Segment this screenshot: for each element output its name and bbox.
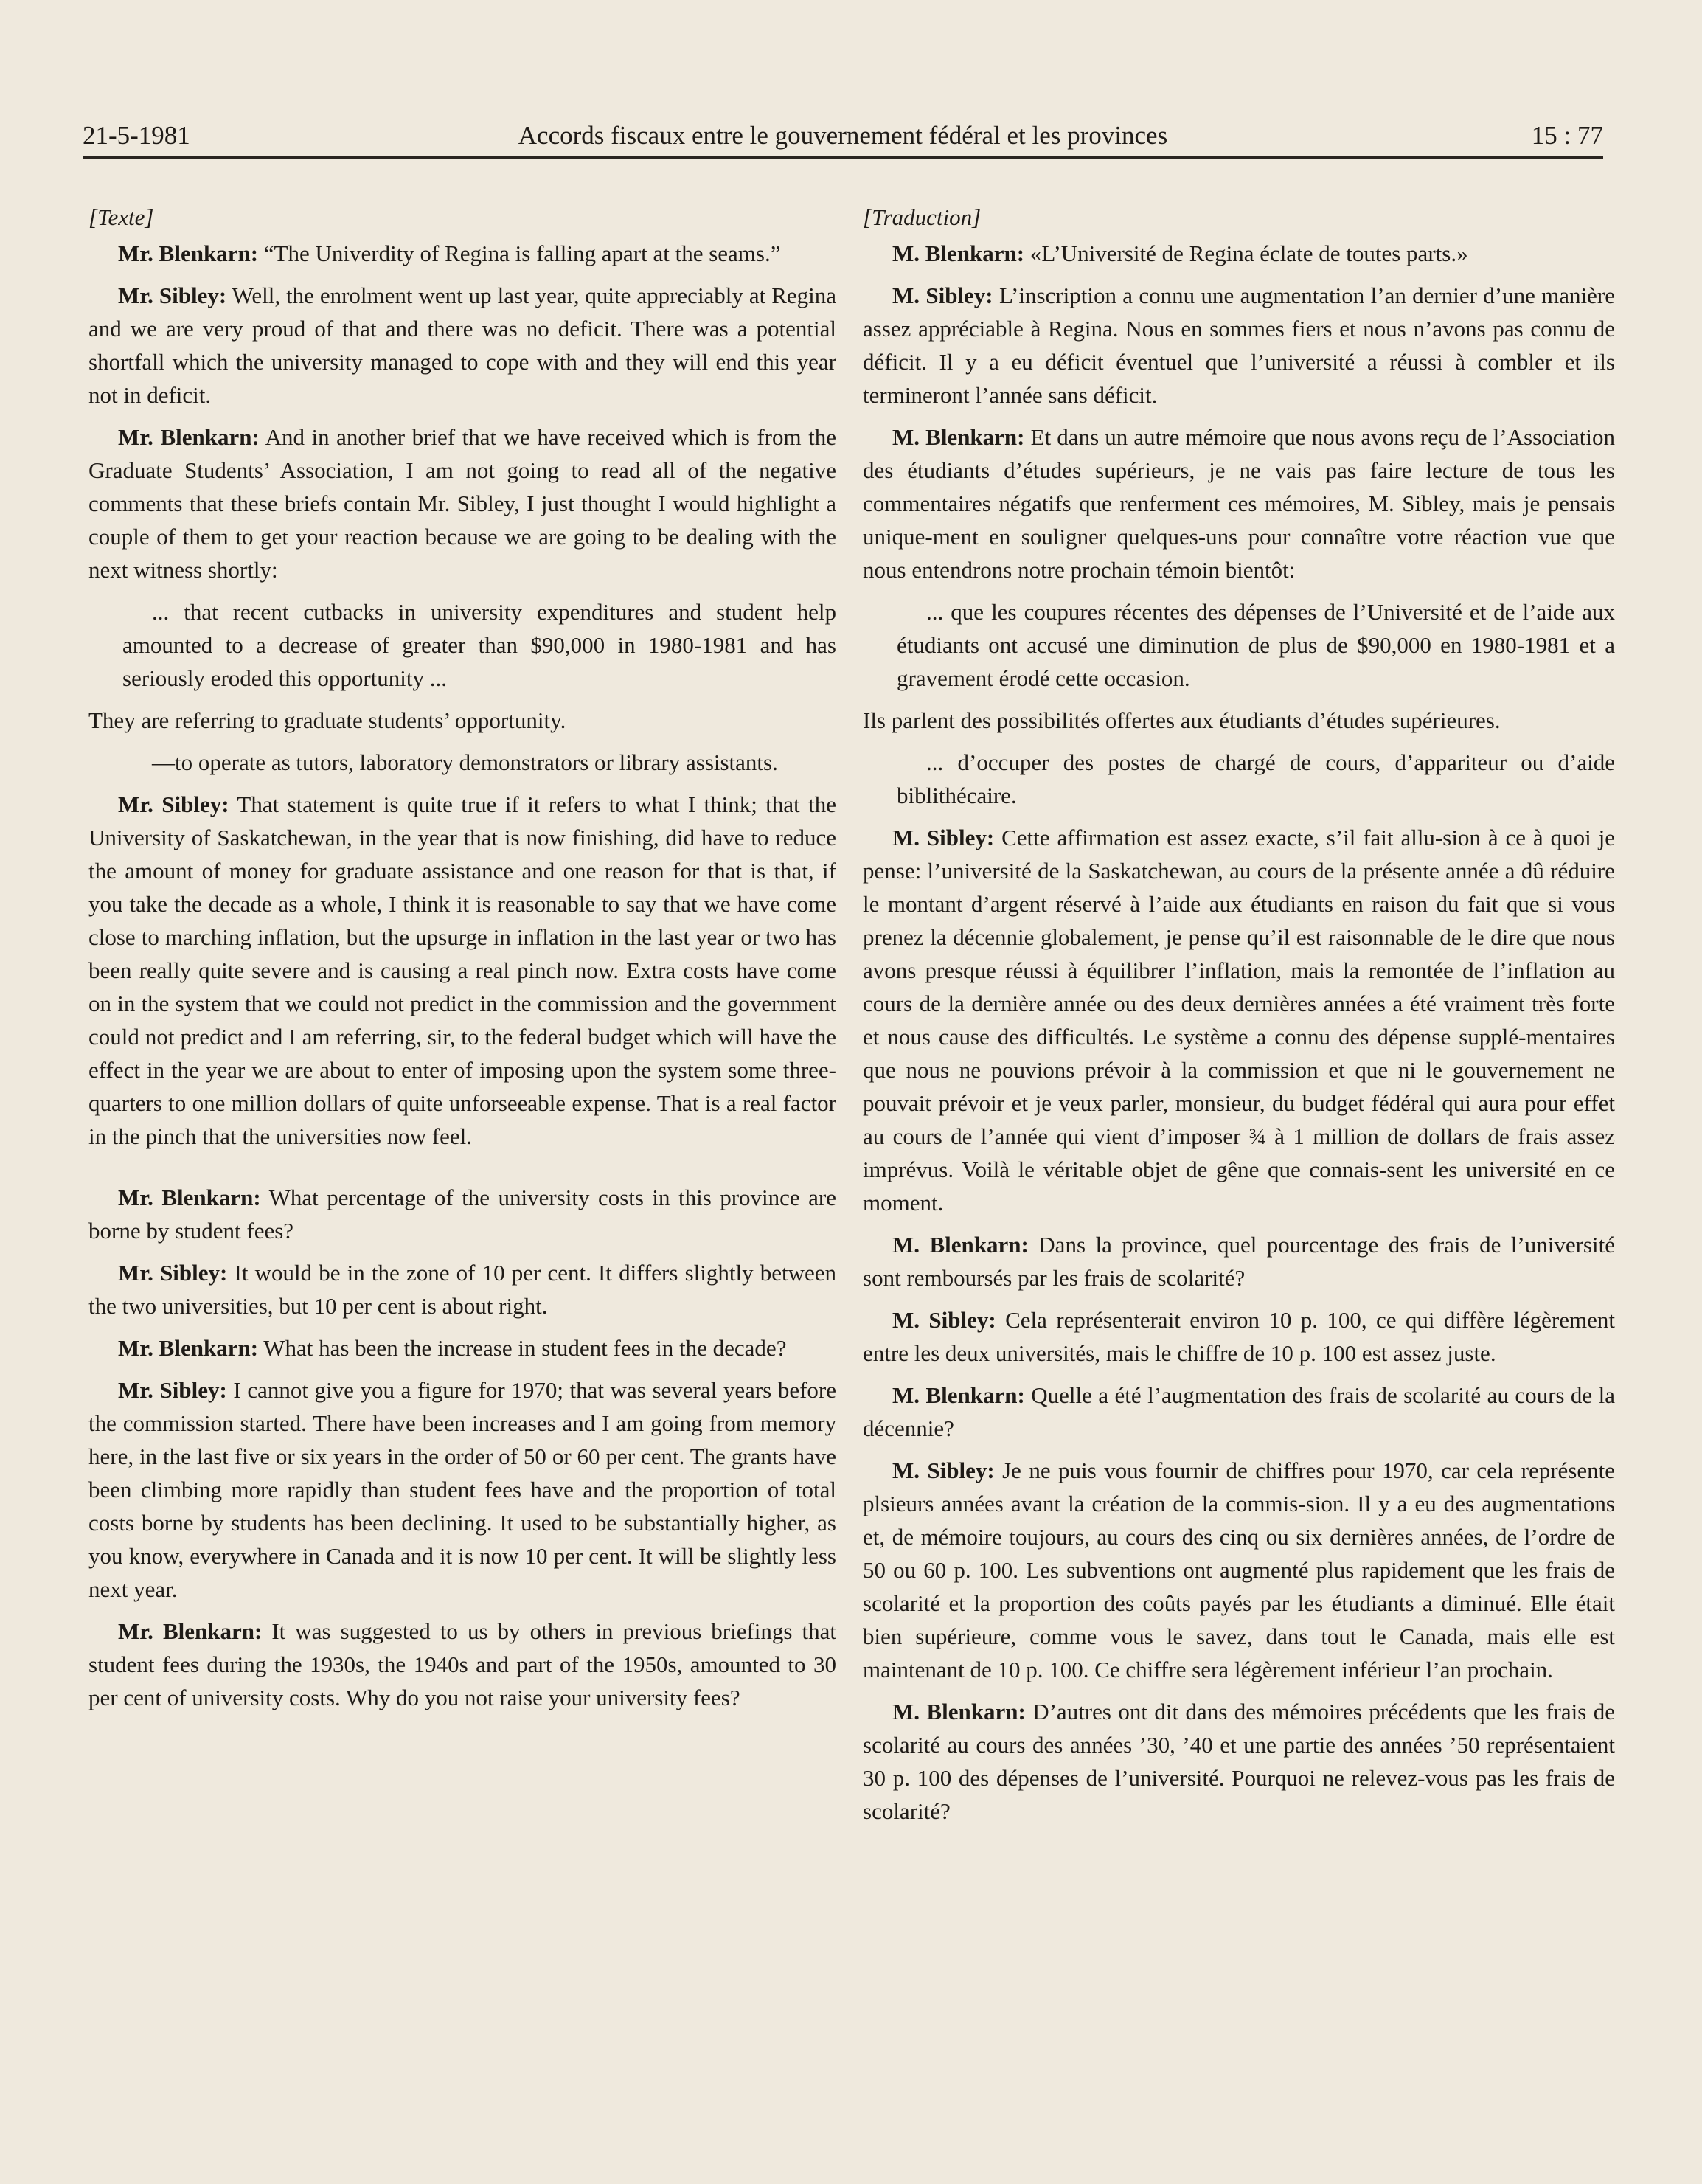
speech-paragraph bbox=[88, 1373, 836, 1606]
quoted-passage: ... that recent cutbacks in university expenditures and student help amounted to a decrease of greater than $90,000 in 1980-1981 and has seriously eroded this opportunity ... bbox=[122, 599, 836, 691]
speech-paragraph bbox=[863, 420, 1615, 586]
speech-paragraph bbox=[863, 1379, 1615, 1445]
narrative-paragraph: They are referring to graduate students’ opportunity. bbox=[88, 707, 566, 733]
header-date: 21-5-1981 bbox=[83, 121, 190, 150]
speaker-name: M. Sibley: bbox=[892, 1307, 996, 1333]
speaker-name: Mr. Sibley: bbox=[118, 282, 227, 308]
speaker-name: Mr. Sibley: bbox=[118, 1260, 228, 1286]
column-blocks bbox=[88, 237, 836, 1714]
speech-paragraph bbox=[88, 420, 836, 586]
speech-paragraph bbox=[863, 1228, 1615, 1294]
speech-paragraph bbox=[863, 1454, 1615, 1686]
speech-text: D’autres ont dit dans des mémoires précédents que les frais de scolarité au cours des années ’30, ’40 et une partie des années ’50 représentaient 30 p. 100 des dépenses de l’université. Pourquoi ne relevez-vous pas les frais de scolarité? bbox=[863, 1699, 1615, 1824]
speaker-name: Mr. Blenkarn: bbox=[118, 240, 259, 266]
header-title: Accords fiscaux entre le gouvernement fédéral et les provinces bbox=[518, 121, 1168, 150]
speech-text: What has been the increase in student fees in the decade? bbox=[258, 1335, 787, 1361]
speaker-name: M. Blenkarn: bbox=[892, 424, 1025, 450]
narrative-paragraph: Ils parlent des possibilités offertes aux étudiants d’études supérieures. bbox=[863, 707, 1501, 733]
speaker-name: Mr. Blenkarn: bbox=[118, 1185, 261, 1210]
speaker-name: Mr. Blenkarn: bbox=[118, 1335, 259, 1361]
french-column bbox=[863, 201, 1615, 1837]
column-label: [Traduction] bbox=[863, 204, 982, 230]
speaker-name: M. Blenkarn: bbox=[892, 240, 1025, 266]
speech-paragraph bbox=[863, 821, 1615, 1219]
speech-paragraph bbox=[88, 1181, 836, 1247]
speech-paragraph bbox=[88, 237, 836, 270]
speaker-name: Mr. Sibley: bbox=[118, 1377, 227, 1403]
column-label: [Texte] bbox=[88, 204, 154, 230]
speech-paragraph bbox=[863, 279, 1615, 412]
speech-text: Cela représenterait environ 10 p. 100, ce qui diffère légèrement entre les deux universités, mais le chiffre de 10 p. 100 est assez juste. bbox=[863, 1307, 1615, 1366]
paragraph-gap bbox=[88, 1162, 836, 1181]
speech-text: It was suggested to us by others in previous briefings that student fees during the 1930s, the 1940s and part of the 1950s, amounted to 30 per cent of university costs. Why do you not raise your university fees? bbox=[88, 1618, 836, 1710]
english-column bbox=[88, 201, 836, 1723]
speech-text: Well, the enrolment went up last year, quite appreciably at Regina and we are very proud of that and there was no deficit. There was a potential shortfall which the university managed to cope with and they will end this year not in deficit. bbox=[88, 282, 836, 408]
speaker-name: M. Blenkarn: bbox=[892, 1699, 1026, 1724]
speech-text: “The Univerdity of Regina is falling apart at the seams.” bbox=[258, 240, 781, 266]
speech-text: It would be in the zone of 10 per cent. It differs slightly between the two universities, but 10 per cent is about right. bbox=[88, 1260, 837, 1319]
speech-paragraph bbox=[88, 1256, 836, 1322]
speaker-name: Mr. Blenkarn: bbox=[118, 1618, 263, 1644]
speech-paragraph bbox=[863, 1695, 1615, 1828]
speech-text: Je ne puis vous fournir de chiffres pour 1970, car cela représente plsieurs années avant la création de la commis-sion. Il y a eu des augmentations et, de mémoire toujours, au cours des cinq ou six dernières années, de l’ordre de 50 ou 60 p. 100. Les subventions ont augmenté plus rapidement que les frais de scolarité et la proportion des coûts payés par les étudiants a diminué. Elle était bien supérieure, comme vous le savez, dans tout le Canada, mais elle est maintenant de 10 p. 100. Ce chiffre sera légèrement inférieur l’an prochain. bbox=[863, 1457, 1615, 1682]
speech-text: Cette affirmation est assez exacte, s’il fait allu-sion à ce à quoi je pense: l’université de la Saskatchewan, au cours de la présente année a dû réduire le montant d’argent réservé à l’aide aux étudiants en raison du fait que si vous prenez la décennie globalement, je pense qu’il est raisonnable de le dire que nous avons presque réussi à équilibrer l’inflation, mais la remontée de l’inflation au cours de la dernière année ou des deux dernières années a été vraiment très forte et nous cause des difficultés. Le système a connu des dépense supplé-mentaires que nous ne pouvions prévoir à la commission et que ni le gouvernement ne pouvait prévoir et je veux parler, monsieur, du budget fédéral qui aura pour effet au cours de l’année qui vient d’imposer ¾ à 1 million de dollars de frais assez imprévus. Voilà le véritable objet de gêne que connais-sent les université en ce moment. bbox=[863, 825, 1615, 1216]
speech-paragraph bbox=[88, 1615, 836, 1714]
page-header bbox=[83, 115, 1603, 159]
header-page-number: 15 : 77 bbox=[1531, 121, 1603, 150]
speech-paragraph bbox=[88, 788, 836, 1153]
speaker-name: M. Blenkarn: bbox=[892, 1232, 1029, 1258]
speaker-name: Mr. Blenkarn: bbox=[118, 424, 260, 450]
speech-text: Quelle a été l’augmentation des frais de scolarité au cours de la décennie? bbox=[863, 1382, 1615, 1441]
speech-paragraph bbox=[863, 1303, 1615, 1370]
speaker-name: Mr. Sibley: bbox=[118, 791, 229, 817]
speech-text: That statement is quite true if it refers to what I think; that the University of Saskatchewan, in the year that is now finishing, did have to reduce the amount of money for graduate assistance and one reason for that is that, if you take the decade as a whole, I think it is reasonable to say that we have come close to marching inflation, but the upsurge in inflation in the last year or two has been really quite severe and is causing a real pinch now. Extra costs have come on in the system that we could not predict in the commission and the government could not predict and I am referring, sir, to the federal budget which will have the effect in the year we are about to enter of imposing upon the system some three-quarters to one million dollars of quite unforseeable expense. That is a real factor in the pinch that the universities now feel. bbox=[88, 791, 836, 1149]
speaker-name: M. Sibley: bbox=[892, 282, 993, 308]
speech-text: «L’Université de Regina éclate de toutes parts.» bbox=[1024, 240, 1468, 266]
speaker-name: M. Sibley: bbox=[892, 1457, 995, 1483]
speech-text: And in another brief that we have received which is from the Graduate Students’ Association, I am not going to read all of the negative comments that these briefs contain Mr. Sibley, I just thought I would highlight a couple of them to get your reaction because we are going to be dealing with the next witness shortly: bbox=[88, 424, 836, 583]
speaker-name: M. Blenkarn: bbox=[892, 1382, 1025, 1408]
quoted-passage: ... d’occuper des postes de chargé de cours, d’appariteur ou d’aide biblithécaire. bbox=[897, 749, 1615, 808]
column-blocks bbox=[863, 237, 1615, 1828]
speech-text: Dans la province, quel pourcentage des frais de l’université sont remboursés par les frais de scolarité? bbox=[863, 1232, 1615, 1291]
quoted-passage: —to operate as tutors, laboratory demonstrators or library assistants. bbox=[152, 749, 778, 775]
speech-text: Et dans un autre mémoire que nous avons reçu de l’Association des étudiants d’études supérieurs, je ne vais pas faire lecture de tous les commentaires négatifs que renferment ces mémoires, M. Sibley, mais je pensais unique-ment en souligner quelques-uns pour connaître votre réaction vue que nous entendrons notre prochain témoin bientôt: bbox=[863, 424, 1615, 583]
speech-paragraph bbox=[88, 279, 836, 412]
speech-text: What percentage of the university costs in this province are borne by student fees? bbox=[88, 1185, 836, 1244]
speaker-name: M. Sibley: bbox=[892, 825, 995, 850]
speech-text: I cannot give you a figure for 1970; that was several years before the commission started. There have been increases and I am going from memory here, in the last five or six years in the order of 50 or 60 per cent. The grants have been climbing more rapidly than student fees have and the proportion of total costs borne by students has been declining. It used to be substantially higher, as you know, everywhere in Canada and it is now 10 per cent. It will be slightly less next year. bbox=[88, 1377, 836, 1602]
quoted-passage: ... que les coupures récentes des dépenses de l’Université et de l’aide aux étudiants ont accusé une diminution de plus de $90,000 en 1980-1981 et a gravement érodé cette occasion. bbox=[897, 599, 1615, 691]
speech-paragraph bbox=[863, 237, 1615, 270]
speech-paragraph bbox=[88, 1331, 836, 1365]
speech-text: L’inscription a connu une augmentation l’an dernier d’une manière assez appréciable à Regina. Nous en sommes fiers et nous n’avons pas connu de déficit. Il y a eu déficit éventuel que l’université a réussi à combler et ils termineront l’année sans déficit. bbox=[863, 282, 1615, 408]
